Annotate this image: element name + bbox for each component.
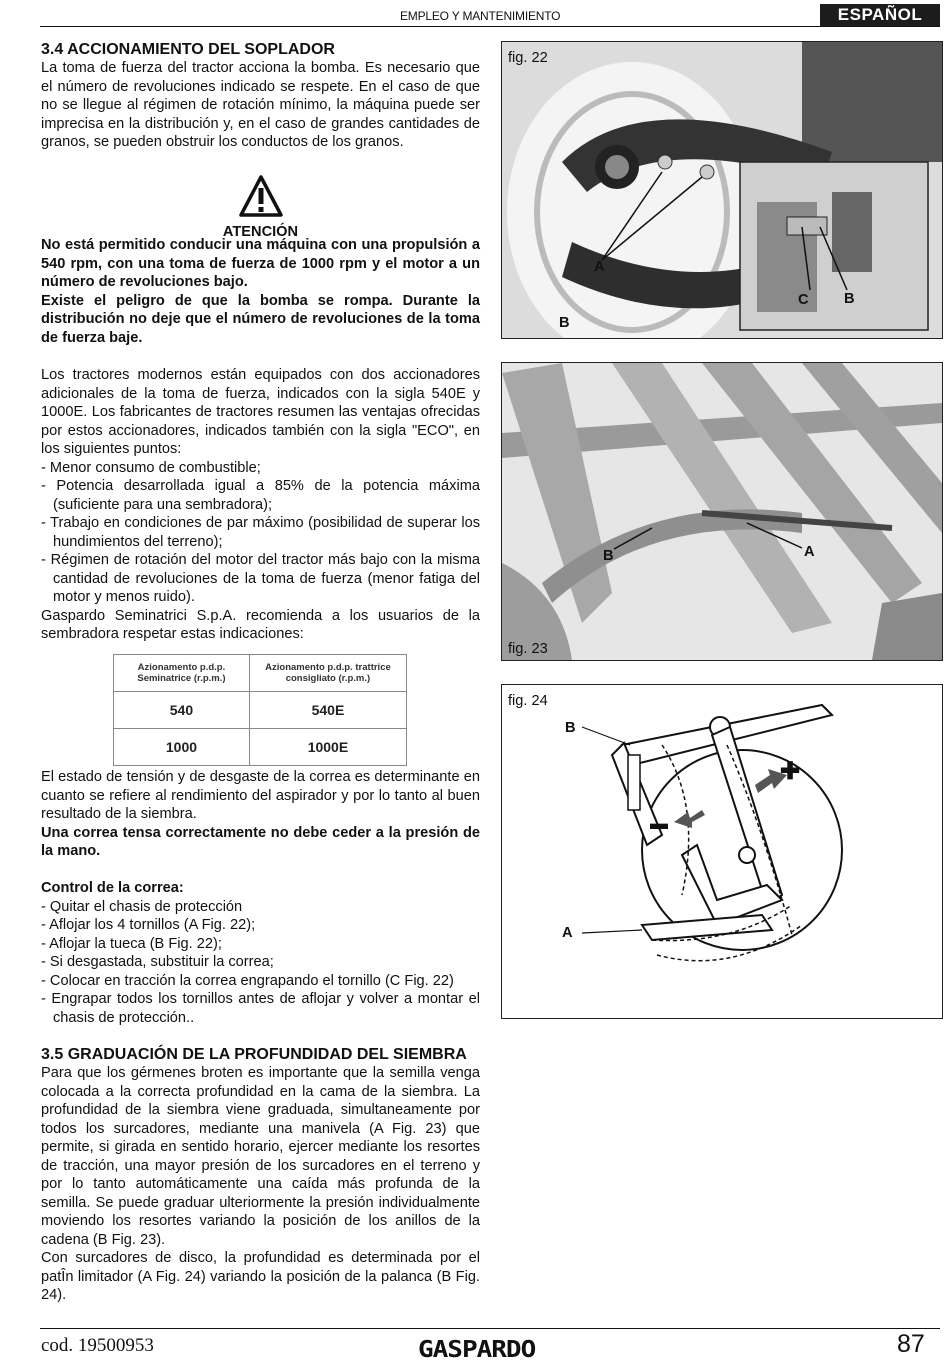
header-section-title: EMPLEO Y MANTENIMIENTO: [400, 9, 561, 23]
minus-icon: ▬: [650, 813, 668, 833]
section-3-5-block: [41, 1045, 480, 1305]
warning-text-block: [41, 236, 480, 347]
figure-22: [501, 41, 943, 339]
belt-control-title: Control de la correa:: [41, 880, 184, 896]
section-3-5-title: 3.5 GRADUACIÓN DE LA PROFUNDIDAD DEL SIEMBRA: [41, 1046, 467, 1063]
figure-22-callout-c: C: [798, 292, 809, 308]
eco-bullet: - Menor consumo de combustible;: [41, 459, 261, 476]
figure-24-label: fig. 24: [508, 693, 548, 709]
table-cell: 1000: [114, 729, 250, 766]
section-3-4-title: 3.4 ACCIONAMIENTO DEL SOPLADOR: [41, 41, 335, 58]
plus-icon: ✚: [780, 758, 801, 785]
table-cell: 1000E: [249, 729, 406, 766]
control-item: - Quitar el chasis de protección: [41, 898, 243, 915]
warning-triangle-icon: [239, 175, 283, 217]
warning-text-1: No está permitido conducir una máquina con una propulsión a 540 rpm, con una toma de fuerza de 1000 rpm y el motor a un número de revoluciones bajo.: [41, 237, 480, 290]
figure-24-callout-b: B: [565, 720, 576, 736]
recommendation-text: Gaspardo Seminatrici S.p.A. recomienda a los usuarios de la sembradora respetar estas indicaciones:: [41, 607, 480, 642]
figure-24: [501, 684, 943, 1019]
belt-block: [41, 768, 480, 861]
figure-24-callout-a: A: [562, 925, 573, 941]
pto-rpm-table: [113, 654, 407, 766]
table-cell: 540: [114, 692, 250, 729]
figure-22-label: fig. 22: [508, 50, 548, 66]
modern-tractors-text: Los tractores modernos están equipados con dos accionadores adicionales de la toma de fuerza, indicados con la sigla 540E y 1000E. Los fabricantes de tractores resumen las ventajas ofrecidas por estos accionadores, indicados también con la sigla "ECO", en los siguientes puntos:: [41, 367, 480, 457]
figure-22-callout-b-detail: B: [844, 291, 855, 307]
figure-23-label: fig. 23: [508, 641, 548, 657]
page-number: 87: [897, 1330, 925, 1358]
figure-22-callout-b: B: [559, 315, 570, 331]
table-cell: 540E: [249, 692, 406, 729]
footer-rule: [40, 1328, 940, 1329]
figure-23-callout-a: A: [804, 544, 815, 560]
figure-22-callout-a: A: [594, 259, 605, 275]
section-3-4-intro-block: [41, 40, 480, 152]
section-3-4-intro: La toma de fuerza del tractor acciona la bomba. Es necesario que el número de revoluciones indicado se respete. En el caso de que no se llegue al régimen de rotación mínimo, la máquina puede ser imprecisa en la distribución y, en el caso de grandes cantidades de granos, se pueden obstruir los conductos de los granos.: [41, 60, 480, 150]
brand-logo: GASPARDO: [418, 1336, 536, 1364]
document-code: cod. 19500953: [41, 1335, 154, 1356]
control-item: - Aflojar la tueca (B Fig. 22);: [41, 935, 222, 952]
figure-23-illustration: [502, 363, 942, 660]
belt-state-text: El estado de tensión y de desgaste de la correa es determinante en cuanto se refiere al rendimiento del aspirador y por lo tanto al buen resultado de la siembra.: [41, 769, 480, 822]
warning-text-2: Existe el peligro de que la bomba se rompa. Durante la distribución no deje que el número de revoluciones de la toma de fuerza baje.: [41, 292, 480, 346]
eco-bullet: - Régimen de rotación del motor del tractor más bajo con la misma cantidad de revoluciones de la toma de fuerza (menor fatiga del motor y menos ruido).: [41, 552, 480, 605]
figure-23-callout-b: B: [603, 548, 614, 564]
table-header-seeder: Azionamento p.d.p. Seminatrice (r.p.m.): [114, 655, 250, 692]
table-header-tractor: Azionamento p.d.p. trattrice consigliato (r.p.m.): [249, 655, 406, 692]
warning-title: ATENCIÓN: [222, 224, 299, 240]
section-3-5-paragraph-1: Para que los gérmenes broten es importante que la semilla venga colocada a la correcta profundidad en la cama de la siembra. La profundidad de la siembra viene graduada, simultaneamente por todos los surcadores, mediante una manivela (A Fig. 23) que permite, si girada en sentido horario, ejercer mediante los resortes de tracción, una mayor presión de los surcadores en el terreno y por lo tanto automáticamente una caída más profunda de la semilla. Se puede graduar ulteriormente la presión individualmente moviendo los resortes variando la posición de los anillos de la cadena (B Fig. 23).: [41, 1065, 480, 1248]
figure-22-illustration: [502, 42, 942, 338]
control-item: - Colocar en tracción la correa engrapando el tornillo (C Fig. 22): [41, 972, 454, 989]
language-badge: ESPAÑOL: [820, 4, 940, 26]
control-item: - Si desgastada, substituir la correa;: [41, 954, 274, 970]
header-rule: [40, 26, 940, 27]
figure-23: [501, 362, 943, 661]
control-item: - Aflojar los 4 tornillos (A Fig. 22);: [41, 917, 256, 933]
belt-control-block: [41, 879, 480, 1027]
eco-block: [41, 366, 480, 644]
warning-header: [41, 175, 480, 240]
section-3-5-paragraph-2: Con surcadores de disco, la profundidad es determinada por el patÎn limitador (A Fig. 24) variando la posición de la palanca (B Fig. 24).: [41, 1250, 480, 1303]
eco-bullet: - Potencia desarrollada igual a 85% de la potencia máxima (suficiente para una sembradora);: [41, 478, 480, 513]
eco-bullet: - Trabajo en condiciones de par máximo (posibilidad de superar los hundimientos del terreno);: [41, 515, 480, 550]
belt-warning-text: Una correa tensa correctamente no debe ceder a la presión de la mano.: [41, 824, 480, 859]
control-item: - Engrapar todos los tornillos antes de aflojar y volver a montar el chasis de protección..: [41, 991, 480, 1026]
